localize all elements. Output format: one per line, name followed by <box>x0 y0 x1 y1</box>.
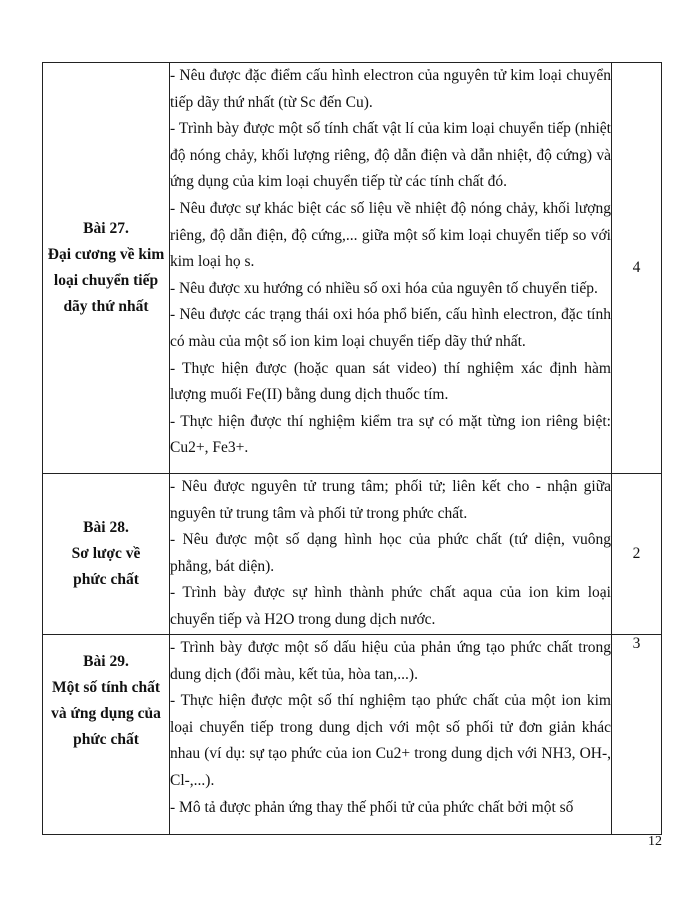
lesson-title-line: và ứng dụng của <box>51 705 161 722</box>
lesson-number: Bài 29. <box>83 653 129 670</box>
periods-cell: 2 <box>612 474 662 635</box>
periods-cell: 4 <box>612 63 662 474</box>
lesson-title-line: Sơ lược về <box>71 545 141 562</box>
lesson-title-line: loại chuyển tiếp <box>53 272 159 289</box>
requirement-item: - Nêu được xu hướng có nhiều số oxi hóa của nguyên tố chuyển tiếp. <box>170 279 598 297</box>
lesson-title-line: phức chất <box>73 731 139 748</box>
requirement-item: - Thực hiện được một số thí nghiệm tạo phức chất của một ion kim loại chuyển tiếp trong dung dịch với một số phối tử đơn giản khác nhau (ví dụ: sự tạo phức của ion Cu2+ trong dung dịch với NH3, OH-, Cl-,...). <box>170 692 611 789</box>
requirement-item: - Trình bày được sự hình thành phức chất aqua của ion kim loại chuyển tiếp và H2O trong dung dịch nước. <box>170 584 611 628</box>
lesson-title-line: Đại cương về kim <box>47 246 165 263</box>
requirement-item: - Trình bày được một số tính chất vật lí của kim loại chuyển tiếp (nhiệt độ nóng chảy, khối lượng riêng, độ dẫn điện và dẫn nhiệt, độ cứng) và ứng dụng của kim loại chuyển tiếp từ các tính chất đó. <box>170 120 611 191</box>
table-row <box>43 474 662 635</box>
lesson-title-line: Một số tính chất <box>51 679 161 696</box>
table-row <box>43 63 662 474</box>
requirement-item: - Nêu được một số dạng hình học của phức chất (tứ diện, vuông phẳng, bát diện). <box>170 531 611 575</box>
requirement-item: - Mô tả được phản ứng thay thế phối tử của phức chất bởi một số <box>170 798 574 816</box>
requirements-cell <box>170 474 612 635</box>
requirement-item: - Nêu được các trạng thái oxi hóa phổ biến, cấu hình electron, đặc tính có màu của một số ion kim loại chuyển tiếp dãy thứ nhất. <box>170 306 611 350</box>
requirements-cell <box>170 63 612 474</box>
requirement-item: - Nêu được đặc điểm cấu hình electron của nguyên tử kim loại chuyển tiếp dãy thứ nhất (từ Sc đến Cu). <box>170 67 611 111</box>
lesson-number: Bài 27. <box>83 220 129 237</box>
lesson-cell <box>43 635 170 835</box>
requirement-item: - Trình bày được một số dấu hiệu của phản ứng tạo phức chất trong dung dịch (đổi màu, kết tủa, hòa tan,...). <box>170 639 611 683</box>
lesson-title-line: dãy thứ nhất <box>63 298 149 315</box>
table-row <box>43 635 662 835</box>
requirement-item: - Nêu được nguyên tử trung tâm; phối tử; liên kết cho - nhận giữa nguyên tử trung tâm và phối tử trong phức chất. <box>170 478 611 522</box>
requirement-item: - Thực hiện được thí nghiệm kiểm tra sự có mặt từng ion riêng biệt: Cu2+, Fe3+. <box>170 412 611 457</box>
lesson-cell <box>43 63 170 474</box>
periods-cell: 3 <box>612 635 662 835</box>
lesson-title-line: phức chất <box>73 571 139 588</box>
requirement-item: - Nêu được sự khác biệt các số liệu về nhiệt độ nóng chảy, khối lượng riêng, độ dẫn điện, độ cứng,... giữa một số kim loại chuyển tiếp so với kim loại họ s. <box>170 199 611 271</box>
requirements-cell <box>170 635 612 835</box>
page-number: 12 <box>648 834 662 849</box>
lesson-number: Bài 28. <box>83 519 129 536</box>
requirement-item: - Thực hiện được (hoặc quan sát video) thí nghiệm xác định hàm lượng muối Fe(II) bằng dung dịch thuốc tím. <box>170 359 611 404</box>
lesson-cell <box>43 474 170 635</box>
curriculum-table <box>42 62 662 835</box>
